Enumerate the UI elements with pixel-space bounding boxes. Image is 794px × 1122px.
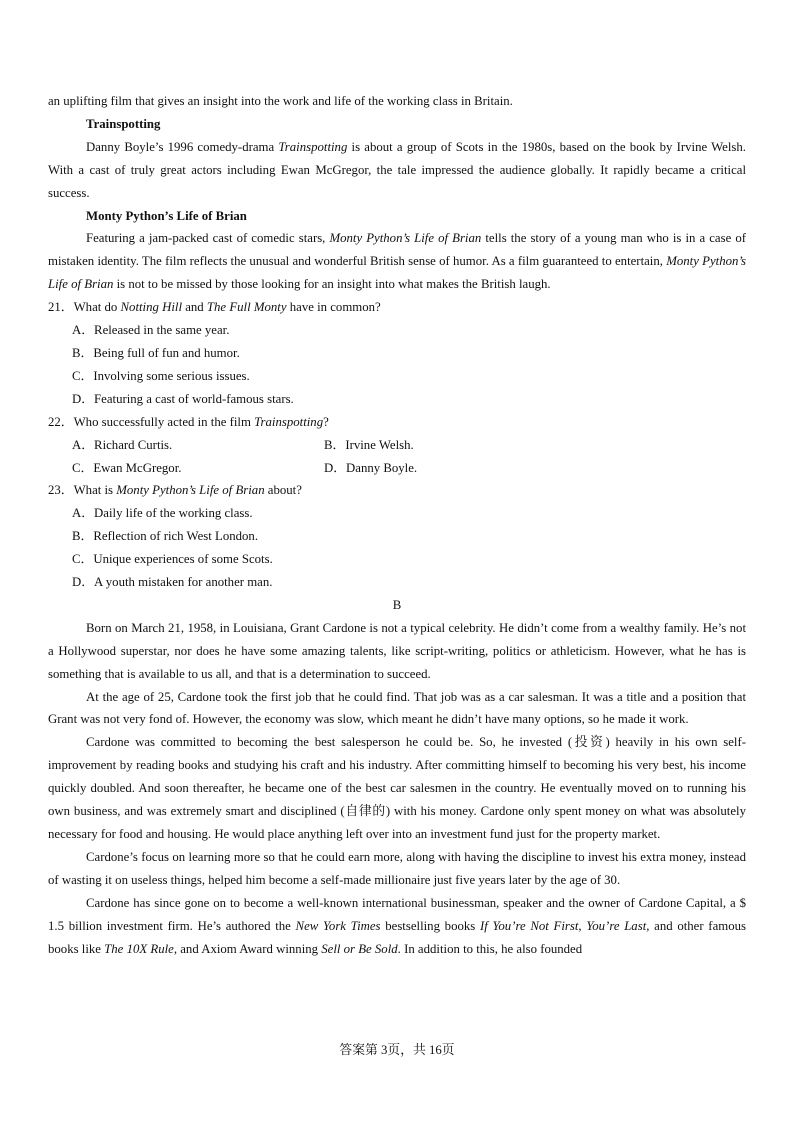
- q23-option-b: B．Reflection of rich West London.: [72, 529, 259, 544]
- q22-options-row-2: [48, 457, 746, 480]
- q23-option-d: D．A youth mistaken for another man.: [72, 575, 273, 590]
- document-body: [48, 90, 746, 960]
- q22-option-b: B．Irvine Welsh.: [324, 437, 414, 452]
- monty-heading: Monty Python’s Life of Brian: [86, 208, 247, 223]
- q21-option-c: C．Involving some serious issues.: [72, 368, 250, 383]
- b-paragraph-1: Born on March 21, 1958, in Louisiana, Grant Cardone is not a typical celebrity. He didn’t come from a wealthy family. He’s not a Hollywood superstar, nor does he have some amazing talents, like script-writing, politics or athleticism. However, what he has is something that is available to us all, and that is a determination to succeed.: [48, 620, 746, 681]
- q23-option-a: A．Daily life of the working class.: [72, 506, 253, 521]
- q22-option-a: A．Richard Curtis.: [72, 437, 173, 452]
- trainspotting-paragraph: Danny Boyle’s 1996 comedy-drama Trainspotting is about a group of Scots in the 1980s, based on the book by Irvine Welsh. With a cast of truly great actors including Ewan McGregor, the tale impressed the audience globally. It rapidly became a critical success.: [48, 139, 746, 200]
- question-22: 22．Who successfully acted in the film Trainspotting?: [48, 414, 329, 429]
- b-paragraph-3: Cardone was committed to becoming the best salesperson he could be. So, he invested (投资) heavily in his own self-improvement by reading books and studying his craft and his industry. After committing himself to becoming his very best, his income quickly doubled. And soon thereafter, he became one of the best car salesmen in the country. He eventually moved on to running his own business, and was extremely smart and disciplined (自律的) with his money. Cardone only spent money on what was absolutely necessary for food and housing. He would place anything left over into an investment fund just for the property market.: [48, 735, 746, 841]
- q21-option-a: A．Released in the same year.: [72, 323, 230, 338]
- question-23: 23．What is Monty Python’s Life of Brian about?: [48, 483, 302, 498]
- b-paragraph-5: Cardone has since gone on to become a well-known international businessman, speaker and the owner of Cardone Capital, a $ 1.5 billion investment firm. He’s authored the New York Times bestselling books If You’re Not First, You’re Last, and other famous books like The 10X Rule, and Axiom Award winning Sell or Be Sold. In addition to this, he also founded: [48, 895, 746, 956]
- q22-options-row-1: [48, 434, 746, 457]
- intro-line: an uplifting film that gives an insight into the work and life of the working class in Britain.: [48, 94, 513, 108]
- q21-option-d: D．Featuring a cast of world-famous stars.: [72, 391, 294, 406]
- q23-option-c: C．Unique experiences of some Scots.: [72, 552, 273, 567]
- section-b-heading: B: [392, 597, 402, 612]
- page-footer: 答案第 3页，共 16页: [339, 1043, 455, 1057]
- question-21: 21．What do Notting Hill and The Full Monty have in common?: [48, 300, 381, 315]
- b-paragraph-2: At the age of 25, Cardone took the first job that he could find. That job was as a car salesman. It was a title and a position that Grant was not very fond of. However, the economy was slow, which meant he didn’t have many options, so he made it work.: [48, 689, 746, 727]
- monty-paragraph: Featuring a jam-packed cast of comedic stars, Monty Python’s Life of Brian tells the story of a young man who is in a case of mistaken identity. The film reflects the unusual and wonderful British sense of humor. As a film guaranteed to entertain, Monty Python’s Life of Brian is not to be missed by those looking for an insight into what makes the British laugh.: [48, 231, 746, 292]
- q22-option-c: C．Ewan McGregor.: [72, 460, 182, 475]
- b-paragraph-4: Cardone’s focus on learning more so that he could earn more, along with having the discipline to invest his extra money, instead of wasting it on useless things, helped him become a self-made millionaire just five years later by the age of 30.: [48, 849, 746, 887]
- q22-option-d: D．Danny Boyle.: [324, 460, 418, 475]
- trainspotting-heading: Trainspotting: [86, 116, 161, 131]
- q21-option-b: B．Being full of fun and humor.: [72, 345, 240, 360]
